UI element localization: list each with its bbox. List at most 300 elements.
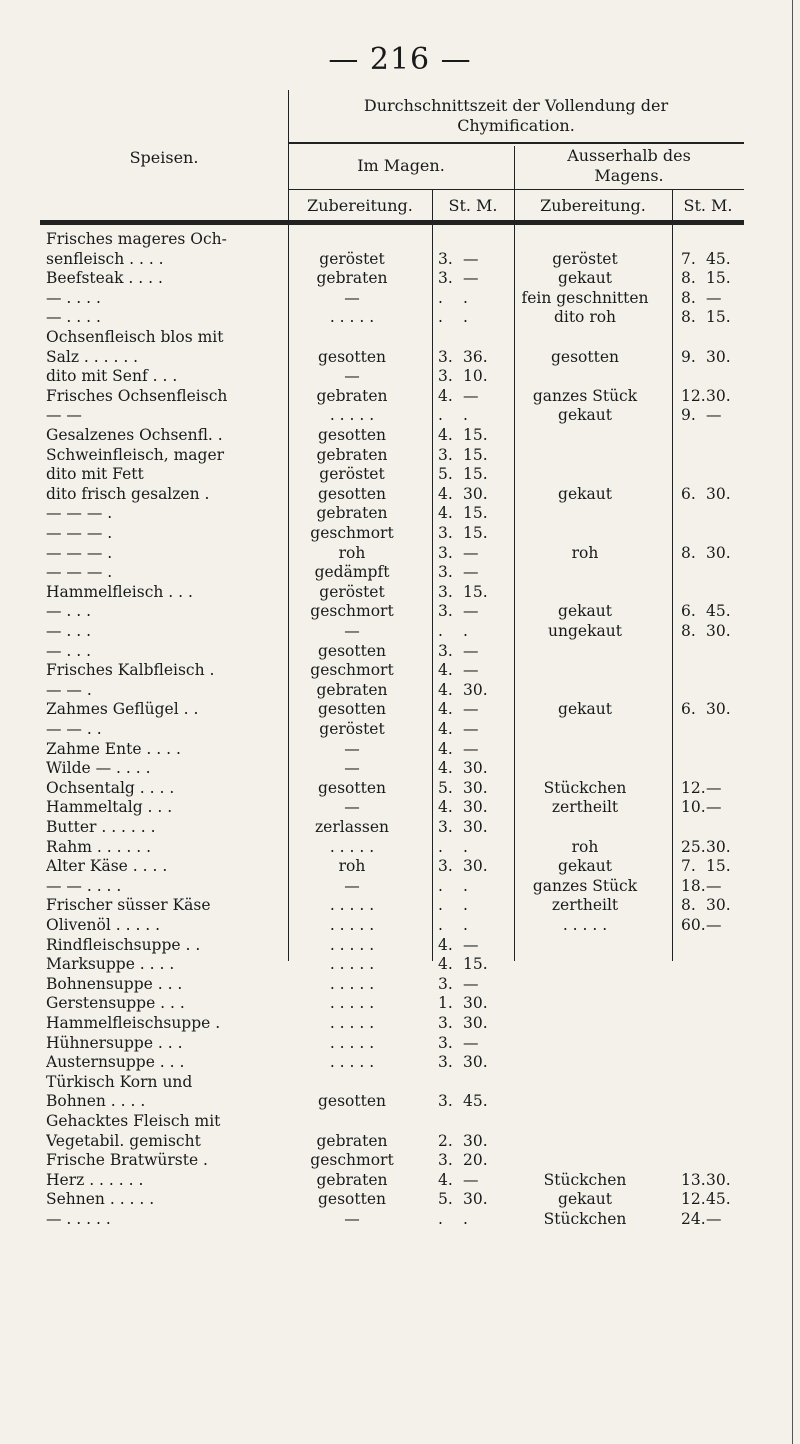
prep-outside-cell: gesotten bbox=[551, 347, 619, 366]
minutes-stomach-cell: . bbox=[463, 622, 468, 640]
food-cell: Frisches Ochsenfleisch bbox=[46, 386, 228, 405]
prep-stomach-cell: geröstet bbox=[319, 249, 385, 268]
hours-stomach-cell: 4. bbox=[438, 386, 453, 405]
food-cell: — . . . . . bbox=[46, 1210, 111, 1228]
hours-outside-cell: 6. bbox=[681, 700, 696, 719]
prep-outside-cell: roh bbox=[571, 543, 599, 562]
minutes-stomach-cell: . bbox=[463, 288, 468, 307]
food-cell: — — . . . . bbox=[46, 876, 122, 895]
prep-stomach-cell: zerlassen bbox=[314, 818, 389, 836]
table-row bbox=[40, 367, 744, 386]
minutes-stomach-cell: 30. bbox=[463, 1053, 488, 1072]
minutes-stomach-cell: 30. bbox=[463, 1131, 488, 1150]
minutes-outside-cell: — bbox=[706, 798, 722, 817]
minutes-outside-cell: 30. bbox=[706, 347, 731, 366]
prep-outside-cell: fein geschnitten bbox=[521, 288, 649, 307]
hours-stomach-cell: 4. bbox=[438, 935, 453, 954]
prep-outside-cell: Stückchen bbox=[543, 1170, 627, 1189]
hours-outside-cell: 9. bbox=[681, 347, 696, 366]
minutes-stomach-cell: 15. bbox=[463, 445, 488, 464]
hours-stomach-cell: 3. bbox=[438, 347, 453, 366]
hours-stomach-cell: 3. bbox=[438, 974, 453, 993]
prep-outside-cell: ganzes Stück bbox=[532, 386, 638, 405]
hours-stomach-cell: . bbox=[438, 1210, 443, 1228]
minutes-outside-cell: 15. bbox=[706, 269, 731, 288]
minutes-stomach-cell: — bbox=[463, 249, 479, 268]
table-row bbox=[40, 583, 744, 602]
minutes-stomach-cell: 30. bbox=[463, 778, 488, 797]
food-cell: Beefsteak . . . . bbox=[46, 269, 163, 288]
minutes-outside-cell: 30. bbox=[706, 700, 731, 719]
prep-stomach-cell: . . . . . bbox=[329, 1033, 375, 1052]
rule-h-thick bbox=[40, 220, 744, 225]
hours-stomach-cell: 5. bbox=[438, 1190, 453, 1209]
minutes-outside-cell: 45. bbox=[706, 249, 731, 268]
table-row bbox=[40, 838, 744, 857]
minutes-stomach-cell: — bbox=[463, 720, 479, 738]
minutes-stomach-cell: . bbox=[463, 837, 468, 856]
rule-v-st2-header bbox=[672, 190, 673, 220]
prep-outside-cell: gekaut bbox=[558, 406, 612, 425]
food-cell: Bohnensuppe . . . bbox=[46, 974, 183, 993]
minutes-stomach-cell: 30. bbox=[463, 759, 488, 778]
food-cell: Frisches Kalbfleisch . bbox=[46, 661, 215, 680]
hours-stomach-cell: 4. bbox=[438, 484, 453, 503]
minutes-outside-cell: — bbox=[706, 406, 722, 425]
prep-stomach-cell: gesotten bbox=[318, 641, 386, 660]
minutes-stomach-cell: — bbox=[463, 641, 479, 660]
food-cell: Schweinfleisch, mager bbox=[46, 445, 225, 464]
prep-outside-cell: . . . . . bbox=[562, 916, 608, 934]
prep-stomach-cell: gebraten bbox=[316, 1131, 388, 1150]
minutes-outside-cell: 30. bbox=[706, 543, 731, 562]
food-cell: Ochsentalg . . . . bbox=[46, 778, 175, 797]
food-cell: — — — . bbox=[46, 524, 113, 542]
food-cell: Sehnen . . . . . bbox=[46, 1190, 155, 1209]
table-row bbox=[40, 681, 744, 700]
food-cell: — . . . bbox=[46, 641, 92, 660]
hours-outside-cell: 12. bbox=[681, 386, 706, 405]
prep-stomach-cell: . . . . . bbox=[329, 837, 375, 856]
minutes-stomach-cell: — bbox=[463, 543, 479, 562]
table-row bbox=[40, 975, 744, 994]
prep-stomach-cell: — bbox=[344, 798, 360, 817]
hours-stomach-cell: 4. bbox=[438, 700, 453, 719]
prep-outside-cell: Stückchen bbox=[543, 1210, 627, 1228]
hours-stomach-cell: 3. bbox=[438, 563, 453, 582]
hours-stomach-cell: 3. bbox=[438, 269, 453, 288]
header-st-m-2: St. M. bbox=[683, 196, 733, 215]
food-cell: Rindfleischsuppe . . bbox=[46, 935, 201, 954]
table-row bbox=[40, 818, 744, 837]
food-cell: Rahm . . . . . . bbox=[46, 837, 152, 856]
prep-stomach-cell: gebraten bbox=[316, 1170, 388, 1189]
table-row bbox=[40, 661, 744, 680]
hours-outside-cell: 8. bbox=[681, 622, 696, 640]
food-cell: Herz . . . . . . bbox=[46, 1170, 144, 1189]
minutes-stomach-cell: — bbox=[463, 1170, 479, 1189]
minutes-stomach-cell: 36. bbox=[463, 347, 488, 366]
table-row bbox=[40, 1014, 744, 1033]
prep-stomach-cell: — bbox=[344, 622, 360, 640]
food-cell: — — bbox=[46, 406, 82, 425]
hours-outside-cell: 6. bbox=[681, 602, 696, 621]
table-row bbox=[40, 269, 744, 288]
minutes-outside-cell: 45. bbox=[706, 602, 731, 621]
prep-outside-cell: gekaut bbox=[558, 1190, 612, 1209]
hours-stomach-cell: 3. bbox=[438, 524, 453, 542]
header-ausserhalb-line1: Ausserhalb des bbox=[567, 146, 691, 165]
header-group-line1: Durchschnittszeit der Vollendung der bbox=[363, 96, 669, 115]
food-cell: dito frisch gesalzen . bbox=[46, 484, 210, 503]
food-cell: Gesalzenes Ochsenfl. . bbox=[46, 426, 223, 444]
table-row bbox=[40, 877, 744, 896]
table-row bbox=[40, 308, 744, 327]
prep-outside-cell: Stückchen bbox=[543, 778, 627, 797]
rule-v-left bbox=[288, 90, 289, 220]
food-cell: Olivenöl . . . . . bbox=[46, 916, 161, 934]
prep-stomach-cell: . . . . . bbox=[329, 1053, 375, 1072]
hours-stomach-cell: 4. bbox=[438, 426, 453, 444]
table-row bbox=[40, 328, 744, 347]
prep-stomach-cell: gebraten bbox=[316, 269, 388, 288]
table-row bbox=[40, 250, 744, 269]
hours-stomach-cell: 4. bbox=[438, 661, 453, 680]
minutes-stomach-cell: 15. bbox=[463, 955, 488, 974]
rule-h-sub bbox=[288, 189, 744, 190]
prep-outside-cell: gekaut bbox=[558, 700, 612, 719]
minutes-stomach-cell: . bbox=[463, 916, 468, 934]
prep-outside-cell: dito roh bbox=[553, 308, 617, 327]
minutes-stomach-cell: . bbox=[463, 896, 468, 915]
table-row bbox=[40, 1034, 744, 1053]
minutes-stomach-cell: . bbox=[463, 308, 468, 327]
minutes-outside-cell: 30. bbox=[706, 837, 731, 856]
prep-outside-cell: gekaut bbox=[558, 484, 612, 503]
prep-stomach-cell: — bbox=[344, 759, 360, 778]
food-cell: Gerstensuppe . . . bbox=[46, 994, 185, 1013]
hours-outside-cell: 24. bbox=[681, 1210, 706, 1228]
hours-outside-cell: 7. bbox=[681, 857, 696, 876]
table-row bbox=[40, 230, 744, 249]
food-cell: — . . . bbox=[46, 602, 92, 621]
table-row bbox=[40, 779, 744, 798]
table-row bbox=[40, 700, 744, 719]
prep-stomach-cell: — bbox=[344, 288, 360, 307]
table-row bbox=[40, 955, 744, 974]
prep-stomach-cell: . . . . . bbox=[329, 916, 375, 934]
table-row bbox=[40, 524, 744, 543]
table-row bbox=[40, 936, 744, 955]
hours-stomach-cell: . bbox=[438, 837, 443, 856]
hours-stomach-cell: . bbox=[438, 896, 443, 915]
food-cell: Hammelfleischsuppe . bbox=[46, 1014, 221, 1032]
prep-stomach-cell: geröstet bbox=[319, 720, 385, 738]
minutes-outside-cell: 30. bbox=[706, 622, 731, 640]
prep-stomach-cell: gesotten bbox=[318, 1092, 386, 1111]
minutes-stomach-cell: 30. bbox=[463, 857, 488, 876]
food-cell: Hammelfleisch . . . bbox=[46, 582, 193, 601]
minutes-stomach-cell: 10. bbox=[463, 367, 488, 386]
hours-outside-cell: 12. bbox=[681, 778, 706, 797]
prep-stomach-cell: . . . . . bbox=[329, 955, 375, 974]
hours-stomach-cell: 3. bbox=[438, 1053, 453, 1072]
table-row bbox=[40, 406, 744, 425]
minutes-stomach-cell: — bbox=[463, 563, 479, 582]
food-cell: senfleisch . . . . bbox=[46, 249, 164, 268]
food-cell: Gehacktes Fleisch mit bbox=[46, 1112, 221, 1130]
prep-stomach-cell: geröstet bbox=[319, 465, 385, 484]
hours-outside-cell: 8. bbox=[681, 308, 696, 327]
minutes-stomach-cell: 30. bbox=[463, 484, 488, 503]
hours-stomach-cell: 3. bbox=[438, 1092, 453, 1111]
food-cell: Austernsuppe . . . bbox=[46, 1053, 185, 1072]
minutes-stomach-cell: 30. bbox=[463, 798, 488, 817]
prep-stomach-cell: gesotten bbox=[318, 1190, 386, 1209]
food-cell: — — . . bbox=[46, 720, 102, 738]
hours-outside-cell: 9. bbox=[681, 406, 696, 425]
prep-outside-cell: roh bbox=[571, 837, 599, 856]
minutes-stomach-cell: — bbox=[463, 1033, 479, 1052]
prep-stomach-cell: geschmort bbox=[310, 1151, 394, 1170]
hours-stomach-cell: 4. bbox=[438, 504, 453, 523]
food-cell: dito mit Senf . . . bbox=[46, 367, 178, 386]
prep-stomach-cell: gebraten bbox=[316, 445, 388, 464]
food-cell: Salz . . . . . . bbox=[46, 347, 139, 366]
rule-v-st1-header bbox=[432, 190, 433, 220]
rule-h-group bbox=[288, 142, 744, 144]
food-cell: Frisches mageres Och- bbox=[46, 230, 227, 248]
food-cell: Bohnen . . . . bbox=[46, 1092, 146, 1111]
minutes-stomach-cell: 20. bbox=[463, 1151, 488, 1170]
food-cell: Türkisch Korn und bbox=[46, 1072, 193, 1091]
hours-stomach-cell: . bbox=[438, 876, 443, 895]
prep-stomach-cell: geschmort bbox=[310, 524, 394, 542]
food-cell: — . . . bbox=[46, 622, 92, 640]
food-cell: Wilde — . . . . bbox=[46, 759, 151, 778]
table-row bbox=[40, 1112, 744, 1131]
hours-stomach-cell: 4. bbox=[438, 955, 453, 974]
table-row bbox=[40, 720, 744, 739]
minutes-stomach-cell: — bbox=[463, 935, 479, 954]
hours-stomach-cell: 3. bbox=[438, 249, 453, 268]
prep-stomach-cell: gesotten bbox=[318, 426, 386, 444]
minutes-outside-cell: 30. bbox=[706, 484, 731, 503]
prep-outside-cell: gekaut bbox=[558, 602, 612, 621]
prep-stomach-cell: — bbox=[344, 1210, 360, 1228]
prep-outside-cell: geröstet bbox=[552, 249, 618, 268]
header-zubereitung-1: Zubereitung. bbox=[307, 196, 413, 215]
hours-stomach-cell: . bbox=[438, 916, 443, 934]
table-row bbox=[40, 994, 744, 1013]
hours-stomach-cell: 3. bbox=[438, 543, 453, 562]
hours-outside-cell: 13. bbox=[681, 1170, 706, 1189]
minutes-outside-cell: 30. bbox=[706, 1170, 731, 1189]
prep-outside-cell: gekaut bbox=[558, 269, 612, 288]
hours-outside-cell: 60. bbox=[681, 916, 706, 934]
header-ausserhalb-line2: Magens. bbox=[594, 166, 664, 185]
table-row bbox=[40, 857, 744, 876]
hours-stomach-cell: 3. bbox=[438, 602, 453, 621]
minutes-stomach-cell: — bbox=[463, 269, 479, 288]
hours-outside-cell: 8. bbox=[681, 269, 696, 288]
hours-stomach-cell: 2. bbox=[438, 1131, 453, 1150]
food-cell: Frische Bratwürste . bbox=[46, 1151, 208, 1170]
prep-stomach-cell: gesotten bbox=[318, 347, 386, 366]
food-cell: Butter . . . . . . bbox=[46, 818, 156, 836]
hours-outside-cell: 6. bbox=[681, 484, 696, 503]
prep-stomach-cell: gesotten bbox=[318, 778, 386, 797]
minutes-stomach-cell: 15. bbox=[463, 524, 488, 542]
header-st-m-1: St. M. bbox=[448, 196, 498, 215]
table-row bbox=[40, 1210, 744, 1229]
hours-stomach-cell: 3. bbox=[438, 1151, 453, 1170]
minutes-stomach-cell: — bbox=[463, 700, 479, 719]
food-cell: — — — . bbox=[46, 504, 113, 523]
table-row bbox=[40, 1132, 744, 1151]
table-row bbox=[40, 563, 744, 582]
table-row bbox=[40, 916, 744, 935]
prep-stomach-cell: . . . . . bbox=[329, 935, 375, 954]
prep-stomach-cell: geschmort bbox=[310, 661, 394, 680]
table-row bbox=[40, 426, 744, 445]
table-row bbox=[40, 1171, 744, 1190]
minutes-stomach-cell: — bbox=[463, 974, 479, 993]
minutes-stomach-cell: 30. bbox=[463, 1014, 488, 1032]
minutes-stomach-cell: . bbox=[463, 1210, 468, 1228]
table-row bbox=[40, 1053, 744, 1072]
prep-stomach-cell: gebraten bbox=[316, 386, 388, 405]
minutes-stomach-cell: 15. bbox=[463, 465, 488, 484]
hours-stomach-cell: . bbox=[438, 308, 443, 327]
table-row bbox=[40, 387, 744, 406]
food-cell: Hühnersuppe . . . bbox=[46, 1033, 183, 1052]
hours-stomach-cell: . bbox=[438, 406, 443, 425]
prep-stomach-cell: . . . . . bbox=[329, 994, 375, 1013]
minutes-outside-cell: 30. bbox=[706, 386, 731, 405]
food-cell: Alter Käse . . . . bbox=[46, 857, 168, 876]
header-im-magen: Im Magen. bbox=[357, 156, 445, 175]
food-cell: — . . . . bbox=[46, 308, 101, 327]
hours-stomach-cell: 3. bbox=[438, 582, 453, 601]
hours-stomach-cell: 4. bbox=[438, 1170, 453, 1189]
prep-stomach-cell: geröstet bbox=[319, 582, 385, 601]
page-edge bbox=[792, 0, 793, 1444]
prep-outside-cell: ungekaut bbox=[548, 622, 622, 640]
table-row bbox=[40, 1151, 744, 1170]
table-row bbox=[40, 446, 744, 465]
rule-v-mid-header bbox=[514, 146, 515, 220]
table-row bbox=[40, 1073, 744, 1092]
minutes-stomach-cell: — bbox=[463, 602, 479, 621]
prep-stomach-cell: gesotten bbox=[318, 700, 386, 719]
table-row bbox=[40, 348, 744, 367]
food-cell: — — — . bbox=[46, 543, 113, 562]
prep-stomach-cell: gesotten bbox=[318, 484, 386, 503]
hours-stomach-cell: 3. bbox=[438, 445, 453, 464]
hours-stomach-cell: 4. bbox=[438, 798, 453, 817]
table-row bbox=[40, 485, 744, 504]
page-number: — 216 — bbox=[328, 42, 472, 77]
prep-outside-cell: gekaut bbox=[558, 857, 612, 876]
prep-stomach-cell: . . . . . bbox=[329, 1014, 375, 1032]
table-row bbox=[40, 1190, 744, 1209]
minutes-stomach-cell: — bbox=[463, 739, 479, 758]
hours-stomach-cell: 3. bbox=[438, 818, 453, 836]
prep-outside-cell: zertheilt bbox=[551, 798, 619, 817]
prep-stomach-cell: — bbox=[344, 367, 360, 386]
table-row bbox=[40, 896, 744, 915]
hours-outside-cell: 18. bbox=[681, 876, 706, 895]
hours-outside-cell: 8. bbox=[681, 896, 696, 915]
hours-outside-cell: 10. bbox=[681, 798, 706, 817]
hours-stomach-cell: 4. bbox=[438, 739, 453, 758]
prep-stomach-cell: geschmort bbox=[310, 602, 394, 621]
minutes-outside-cell: 15. bbox=[706, 308, 731, 327]
hours-outside-cell: 8. bbox=[681, 543, 696, 562]
food-cell: — — . bbox=[46, 680, 92, 699]
hours-stomach-cell: . bbox=[438, 622, 443, 640]
food-cell: Marksuppe . . . . bbox=[46, 955, 175, 974]
table-row bbox=[40, 740, 744, 759]
food-cell: — . . . . bbox=[46, 288, 101, 307]
hours-stomach-cell: 1. bbox=[438, 994, 453, 1013]
minutes-stomach-cell: — bbox=[463, 661, 479, 680]
food-cell: — — — . bbox=[46, 563, 113, 582]
hours-stomach-cell: 4. bbox=[438, 680, 453, 699]
minutes-stomach-cell: 45. bbox=[463, 1092, 488, 1111]
minutes-stomach-cell: 30. bbox=[463, 680, 488, 699]
prep-stomach-cell: . . . . . bbox=[329, 406, 375, 425]
hours-outside-cell: 12. bbox=[681, 1190, 706, 1209]
prep-stomach-cell: gedämpft bbox=[314, 563, 390, 582]
prep-stomach-cell: . . . . . bbox=[329, 974, 375, 993]
prep-stomach-cell: . . . . . bbox=[329, 896, 375, 915]
table-row bbox=[40, 798, 744, 817]
table-row bbox=[40, 642, 744, 661]
minutes-stomach-cell: . bbox=[463, 876, 468, 895]
prep-stomach-cell: gebraten bbox=[316, 504, 388, 523]
prep-stomach-cell: . . . . . bbox=[329, 308, 375, 327]
prep-outside-cell: zertheilt bbox=[551, 896, 619, 915]
minutes-stomach-cell: 15. bbox=[463, 504, 488, 523]
prep-stomach-cell: — bbox=[344, 739, 360, 758]
table-row bbox=[40, 759, 744, 778]
prep-outside-cell: ganzes Stück bbox=[532, 876, 638, 895]
food-cell: Vegetabil. gemischt bbox=[46, 1131, 201, 1150]
hours-outside-cell: 7. bbox=[681, 249, 696, 268]
header-zubereitung-2: Zubereitung. bbox=[540, 196, 646, 215]
hours-stomach-cell: 5. bbox=[438, 778, 453, 797]
hours-stomach-cell: 4. bbox=[438, 720, 453, 738]
minutes-stomach-cell: — bbox=[463, 386, 479, 405]
minutes-stomach-cell: . bbox=[463, 406, 468, 425]
hours-stomach-cell: 3. bbox=[438, 857, 453, 876]
digestion-time-table bbox=[40, 90, 800, 1228]
table-row bbox=[40, 289, 744, 308]
hours-outside-cell: 8. bbox=[681, 288, 696, 307]
minutes-stomach-cell: 15. bbox=[463, 582, 488, 601]
hours-outside-cell: 25. bbox=[681, 837, 706, 856]
hours-stomach-cell: 3. bbox=[438, 1014, 453, 1032]
hours-stomach-cell: 4. bbox=[438, 759, 453, 778]
food-cell: dito mit Fett bbox=[46, 465, 144, 484]
table-row bbox=[40, 622, 744, 641]
header-group-line2: Chymification. bbox=[457, 116, 575, 135]
minutes-outside-cell: 45. bbox=[706, 1190, 731, 1209]
minutes-outside-cell: — bbox=[706, 1210, 722, 1228]
food-cell: Frischer süsser Käse bbox=[46, 896, 211, 915]
